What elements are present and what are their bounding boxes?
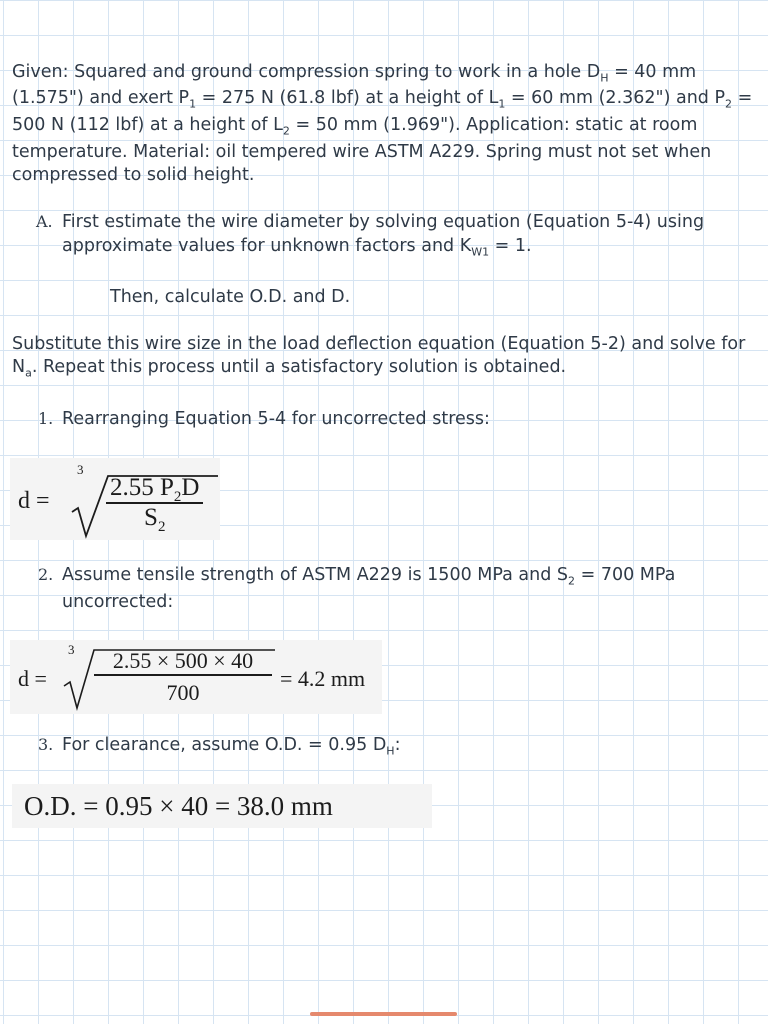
step-a-line-1: First estimate the wire diameter by solving equation (Equation 5-4) using — [62, 212, 705, 232]
subscript: 1 — [189, 97, 197, 111]
equation-2 — [10, 640, 382, 714]
subscript: H — [600, 71, 609, 85]
subscript: H — [386, 744, 395, 758]
given-line-1-end: = 40 mm — [608, 62, 697, 82]
eq1-numerator — [106, 474, 203, 504]
eq1-numerator-text: 2.55 P — [110, 474, 174, 501]
step-2-line-1 — [62, 563, 675, 587]
step-3-text-main: For clearance, assume O.D. = 0.95 D — [62, 735, 387, 755]
step-3-text — [62, 733, 400, 757]
eq1-fraction — [106, 474, 203, 535]
eq2-denominator: 700 — [166, 680, 200, 705]
step-a-line-2 — [62, 234, 532, 258]
given-line-2-end: = — [732, 88, 753, 108]
step-a-marker: A. — [36, 212, 53, 231]
given-line-4: temperature. Material: oil tempered wire ASTM A229. Spring must not set when — [12, 142, 712, 162]
given-line-2-mid: = 275 N (61.8 lbf) at a height of L — [196, 88, 499, 108]
given-line-1 — [12, 60, 696, 84]
eq2-root-index: 3 — [68, 642, 75, 657]
given-line-3-end: = 50 mm (1.969"). Application: static at room — [289, 115, 698, 135]
eq2-lhs: d = — [18, 666, 47, 691]
step-1-marker: 1. — [38, 409, 54, 428]
given-line-3-text: 500 N (112 lbf) at a height of L — [12, 115, 283, 135]
step-a-line-2-end: = 1. — [489, 236, 532, 256]
step-a-line-2-text: approximate values for unknown factors and K — [62, 236, 472, 256]
eq1-denominator — [140, 504, 169, 535]
step-2-line-1-end: = 700 MPa — [575, 565, 676, 585]
eq2-fraction — [94, 648, 272, 706]
equation-1 — [10, 458, 220, 540]
step-2-line-2: uncorrected: — [62, 592, 174, 612]
subscript: 2 — [157, 519, 166, 535]
given-line-2-post: = 60 mm (2.362") and P — [505, 88, 726, 108]
substitute-line-2-text: N — [12, 357, 26, 377]
subscript: 2 — [173, 489, 182, 505]
step-3-text-end: : — [394, 735, 401, 755]
substitute-line-2-end: . Repeat this process until a satisfactory solution is obtained. — [31, 357, 567, 377]
given-line-2 — [12, 86, 752, 110]
given-line-2-text: (1.575") and exert P — [12, 88, 190, 108]
eq1-numerator-end: D — [181, 474, 200, 501]
subscript: 2 — [282, 124, 290, 138]
substitute-line-2 — [12, 355, 566, 379]
given-line-3 — [12, 113, 697, 137]
eq2-result: = 4.2 mm — [280, 666, 366, 691]
eq2-numerator: 2.55 × 500 × 40 — [94, 648, 272, 676]
scroll-position-indicator — [310, 1012, 457, 1016]
subscript: a — [25, 366, 32, 380]
subscript: 1 — [498, 97, 506, 111]
step-2-marker: 2. — [38, 565, 54, 584]
eq1-root-index: 3 — [77, 462, 84, 477]
substitute-line-1: Substitute this wire size in the load deflection equation (Equation 5-2) and solve for — [12, 334, 746, 354]
subscript: 2 — [725, 97, 733, 111]
step-3-marker: 3. — [38, 735, 54, 754]
eq1-lhs: d = — [18, 488, 50, 514]
equation-3: O.D. = 0.95 × 40 = 38.0 mm — [12, 784, 432, 828]
step-a-then: Then, calculate O.D. and D. — [110, 287, 351, 307]
subscript: 2 — [568, 574, 576, 588]
given-line-5: compressed to solid height. — [12, 165, 255, 185]
given-line-1-text: Given: Squared and ground compression spring to work in a hole D — [12, 62, 601, 82]
step-1-text: Rearranging Equation 5-4 for uncorrected stress: — [62, 409, 490, 429]
step-2-line-1-text: Assume tensile strength of ASTM A229 is 1500 MPa and S — [62, 565, 569, 585]
eq1-denominator-text: S — [144, 504, 158, 531]
subscript: W1 — [471, 245, 490, 259]
